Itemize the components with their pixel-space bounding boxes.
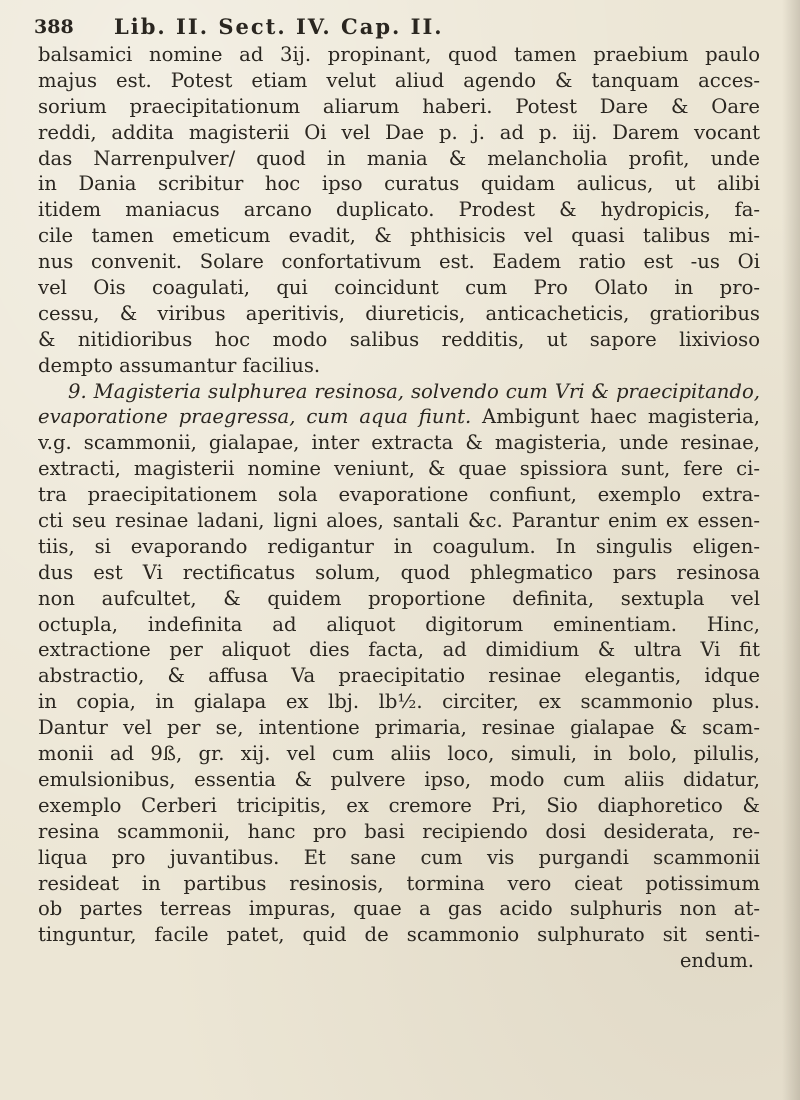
text-line: dus est Vi rectificatus solum, quod phlegmatico pars resinosa [38,560,760,584]
text-line: monii ad 9ß, gr. xij. vel cum aliis loco, simuli, in bolo, pilulis, [38,742,760,766]
text-line: abstractio, & affusa Va praecipitatio resinae elegantis, idque [38,664,760,688]
running-head: Lib. II. Sect. IV. Cap. II. [114,14,444,39]
text-line: cile tamen emeticum evadit, & phthisicis vel quasi talibus mi- [38,224,760,248]
text-line: cessu, & viribus aperitivis, diureticis, anticacheticis, gratioribus [38,301,760,325]
text-line: exemplo Cerberi tricipitis, ex cremore Pri, Sio diaphoretico & [38,793,760,817]
text-line: tra praecipitationem sola evaporatione confiunt, exemplo extra- [38,483,760,507]
text-line: cti seu resinae ladani, ligni aloes, santali &c. Parantur enim ex essen- [38,509,760,533]
text-line: endum. [679,949,754,973]
text-line: das Narrenpulver/ quod in mania & melancholia profit, unde [38,146,760,170]
text-line: nus convenit. Solare confortativum est. Eadem ratio est -us Oi [38,250,760,274]
text-line: 9. Magisteria sulphurea resinosa, solvendo cum Vri & praecipitando, [68,379,760,403]
text-line: non aufcultet, & quidem proportione definita, sextupla vel [38,586,760,610]
text-line: dempto assumantur facilius. [38,353,321,377]
text-line: extracti, magisterii nomine veniunt, & quae spissiora sunt, fere ci- [38,457,760,481]
text-line: reddi, addita magisterii Oi vel Dae p. j. ad p. iij. Darem vocant [38,120,760,144]
text-line: tinguntur, facile patet, quid de scammonio sulphurato sit senti- [38,923,760,947]
text-line: Dantur vel per se, intentione primaria, resinae gialapae & scam- [38,716,760,740]
text-line: majus est. Potest etiam velut aliud agendo & tanquam acces- [38,68,760,92]
page-number: 388 [34,16,74,38]
text-line: balsamici nomine ad 3ij. propinant, quod tamen praebium paulo [38,43,760,66]
text-line: itidem maniacus arcano duplicato. Prodest & hydropicis, fa- [38,198,760,222]
text-line: ob partes terreas impuras, quae a gas acido sulphuris non at- [38,897,760,921]
text-line: emulsionibus, essentia & pulvere ipso, modo cum aliis didatur, [38,767,760,791]
text-line: in Dania scribitur hoc ipso curatus quidam aulicus, ut alibi [38,172,760,196]
text-line: sorium praecipitationum aliarum haberi. Potest Dare & Oare [38,94,760,118]
text-line: evaporatione praegressa, cum aqua fiunt. Ambigunt haec magisteria, [38,405,760,429]
text-line: vel Ois coagulati, qui coincidunt cum Pro Olato in pro- [38,276,760,300]
text-line: tiis, si evaporando redigantur in coagulum. In singulis eligen- [38,534,760,558]
text-line: liqua pro juvantibus. Et sane cum vis purgandi scammonii [38,845,760,869]
text-line: resina scammonii, hanc pro basi recipiendo dosi desiderata, re- [38,819,760,843]
page-edge-shadow [782,0,800,1100]
text-line: octupla, indefinita ad aliquot digitorum eminentiam. Hinc, [38,612,760,636]
page-header [34,12,770,46]
text-line: resideat in partibus resinosis, tormina vero cieat potissimum [38,871,760,895]
text-line: & nitidioribus hoc modo salibus redditis, ut sapore lixivioso [38,327,760,351]
text-line: in copia, in gialapa ex lbj. lb½. circiter, ex scammonio plus. [38,690,760,714]
text-line: v.g. scammonii, gialapae, inter extracta & magisteria, unde resinae, [38,431,760,455]
body-text [38,42,760,974]
text-line: extractione per aliquot dies facta, ad dimidium & ultra Vi fit [38,638,760,662]
